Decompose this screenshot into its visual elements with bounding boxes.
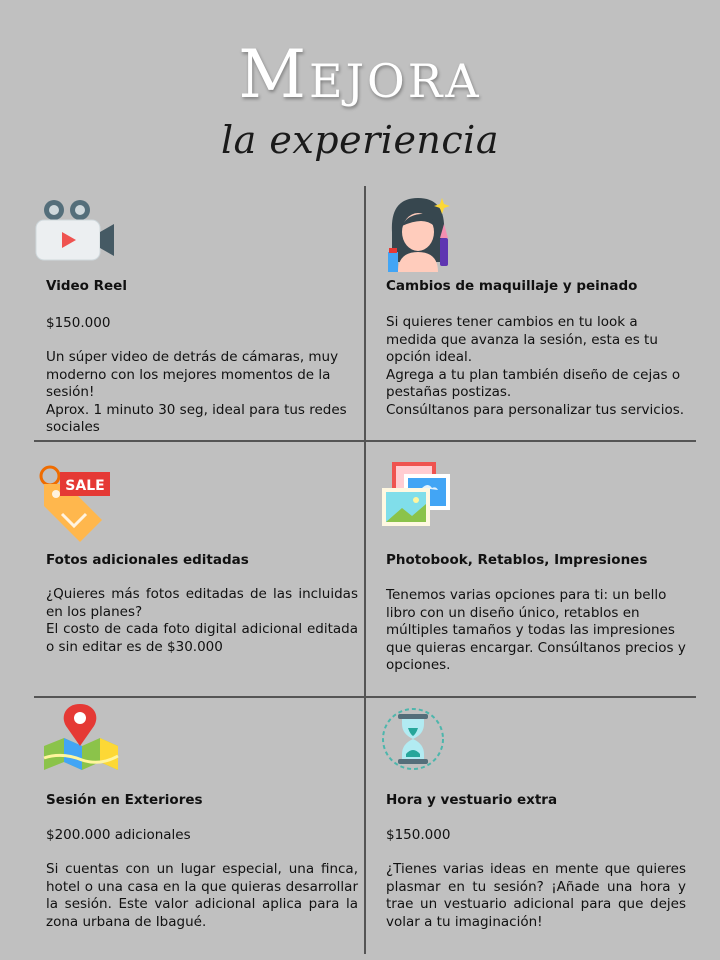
card-price: $150.000 — [386, 827, 451, 843]
card-title: Fotos adicionales editadas — [46, 552, 249, 568]
page-subtitle: la experiencia — [221, 118, 499, 162]
card-title: Cambios de maquillaje y peinado — [386, 278, 638, 294]
card-description: Si cuentas con un lugar especial, una finca, hotel o una casa en la que quieras desarrollar la sesión. Este valor adicional aplica para la zona urbana de Ibagué. — [46, 861, 358, 930]
makeup-woman-icon — [384, 192, 464, 274]
vertical-divider — [364, 186, 366, 954]
sale-tag-icon — [36, 462, 120, 546]
svg-text:SALE: SALE — [65, 478, 105, 494]
card-title: Hora y vestuario extra — [386, 792, 558, 808]
card-title: Photobook, Retablos, Impresiones — [386, 552, 648, 568]
card-title: Video Reel — [46, 278, 127, 294]
card-description: ¿Tienes varias ideas en mente que quieres plasmar en tu sesión? ¡Añade una hora y trae un vestuario adicional para que dejes volar a tu imaginación! — [386, 861, 686, 930]
card-extra-photos — [34, 444, 358, 694]
video-camera-icon — [34, 196, 124, 276]
photo-frames-icon — [378, 460, 458, 530]
card-extra-hour — [374, 700, 686, 952]
card-photobook — [374, 444, 686, 694]
card-video-reel — [34, 188, 346, 438]
card-title: Sesión en Exteriores — [46, 792, 203, 808]
card-price: $150.000 — [46, 315, 111, 331]
card-outdoor-session — [34, 700, 358, 952]
card-description: Un súper video de detrás de cámaras, muy moderno con los mejores momentos de la sesión! Aprox. 1 minuto 30 seg, ideal para tus redes sociales — [46, 349, 347, 436]
card-price: $200.000 adicionales — [46, 827, 191, 843]
horizontal-divider-2 — [34, 696, 696, 698]
hourglass-icon — [378, 704, 448, 774]
card-description: Tenemos varias opciones para ti: un bello libro con un diseño único, retablos en múltiples tamaños y todas las impresiones que quieras encargar. Consúltanos precios y opciones. — [386, 587, 686, 674]
horizontal-divider-1 — [34, 440, 696, 442]
card-makeup — [374, 188, 686, 438]
card-description: ¿Quieres más fotos editadas de las incluidas en los planes? El costo de cada foto digital adicional editada o sin editar es de $30.000 — [46, 586, 358, 655]
map-pin-icon — [42, 702, 122, 774]
card-description: Si quieres tener cambios en tu look a medida que avanza la sesión, esta es tu opción ideal. Agrega a tu plan también diseño de cejas o pestañas postizas. Consúltanos para personalizar tus servicios. — [386, 314, 685, 418]
page-title: Mejora — [238, 36, 482, 113]
